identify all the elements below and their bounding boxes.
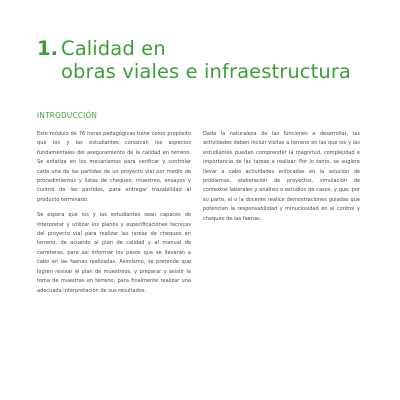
chapter-heading xyxy=(37,37,377,83)
chapter-title-line-1: Calidad en xyxy=(61,37,166,60)
text-column-right xyxy=(203,130,360,230)
chapter-number: 1. xyxy=(37,37,59,60)
paragraph: Se espera que los y las estudiantes sean capaces de interpretar y utilizar los planos y especificaciones técnicas del proyecto vial para realizar las tareas de chequeo en terreno, de acuerdo al plan de calidad y al manual de carreteras, para así informar los pasos que se llevarán a cabo en las faenas realizadas. Asimismo, se pretende que logren revisar el plan de muestreos, y preparar y asistir la toma de muestras en terreno, para finalmente realizar una adecuada interpretación de sus resultados. xyxy=(37,212,191,294)
paragraph: Este módulo de 76 horas pedagógicas tiene como propósito que los y las estudiantes conozcan los aspectos fundamentales del aseguramiento de la calidad en terreno. Se enfatiza en los mecanismos para verificar y controlar cada una de las partidas de un proyecto vial por medio de procedimientos y listas de chequeo, muestreo, ensayos y control de las partidas, para entregar trazabilidad al producto terminado. xyxy=(37,131,191,203)
section-title: INTRODUCCIÓN xyxy=(37,111,98,120)
text-column-left xyxy=(37,130,191,302)
chapter-title-line-2: obras viales e infraestructura xyxy=(61,60,351,83)
paragraph: Dada la naturaleza de las funciones a desarrollar, las actividades deben incluir visitas a terreno en las que los y las estudiantes puedan comprender la magnitud, complejidad e importancia de las tareas a realizar. Por lo tanto, se sugiere llevar a cabo actividades enfocadas en la solución de problemas, elaboración de proyectos, simulación de contextos laborales y análisis o estudios de casos, y que, por su parte, el o la docente realice demostraciones guiadas que potencien la responsabilidad y minuciosidad en el control y chequeo de las faenas. xyxy=(203,131,360,222)
